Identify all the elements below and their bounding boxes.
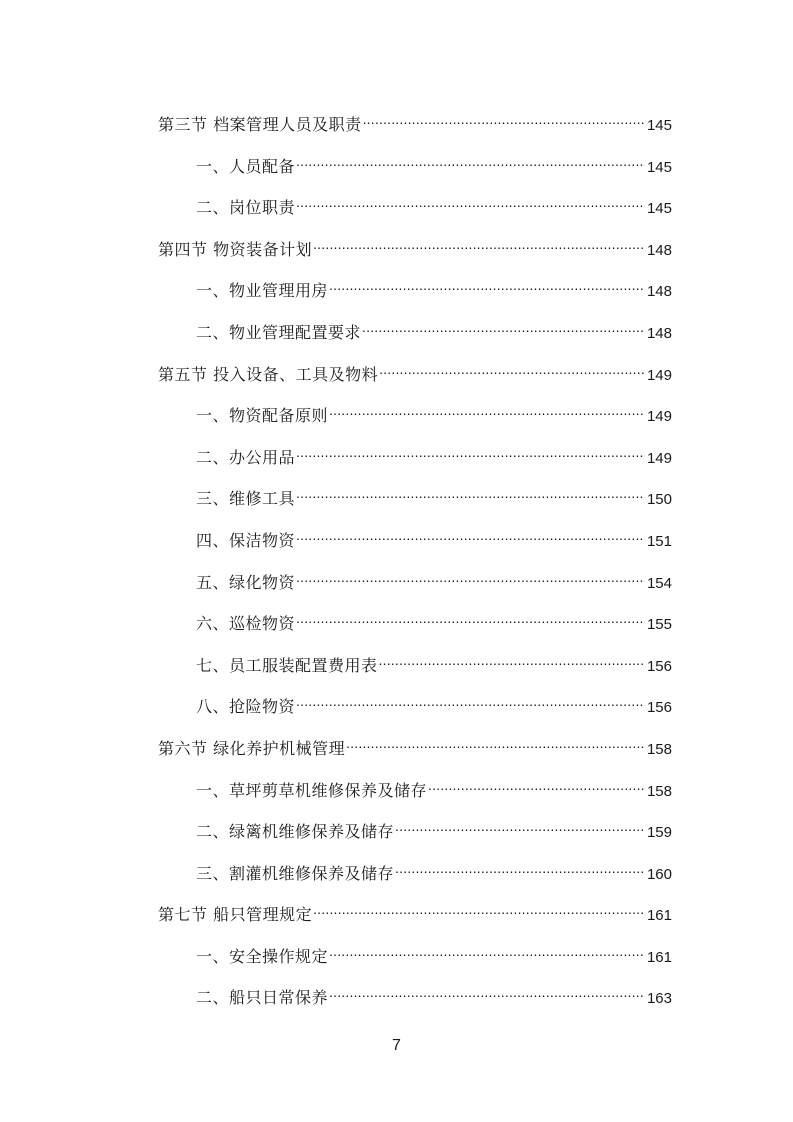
- toc-entry-title: 三、割灌机维修保养及储存: [196, 863, 395, 883]
- toc-entry-page: 158: [646, 782, 672, 800]
- dot-leader: [329, 395, 645, 421]
- dot-leader: [363, 104, 645, 130]
- toc-entry-subsection[interactable]: [158, 645, 672, 687]
- dot-leader: [329, 270, 645, 296]
- toc-entry-section-7[interactable]: [158, 894, 672, 936]
- dot-leader: [296, 686, 645, 712]
- toc-entry-title: 一、安全操作规定: [196, 946, 329, 966]
- toc-entry-title: 第四节 物资装备计划: [158, 239, 313, 259]
- dot-leader: [379, 354, 645, 380]
- toc-entry-title: 第三节 档案管理人员及职责: [158, 115, 362, 134]
- page-number: 7: [392, 1037, 401, 1054]
- toc-entry-subsection[interactable]: [158, 936, 672, 978]
- toc-entry-subsection[interactable]: [158, 520, 672, 562]
- toc-entry-page: 161: [646, 907, 672, 925]
- dot-leader: [362, 312, 645, 338]
- toc-entry-page: 161: [646, 948, 672, 966]
- toc-entry-page: 163: [646, 990, 672, 1008]
- toc-entry-subsection[interactable]: [158, 686, 672, 728]
- toc-entry-subsection[interactable]: [158, 478, 672, 520]
- dot-leader: [296, 520, 645, 546]
- toc-entry-page: 148: [646, 241, 672, 259]
- dot-leader: [395, 811, 645, 837]
- toc-entry-page: 159: [646, 824, 672, 842]
- dot-leader: [395, 853, 645, 879]
- toc-entry-subsection[interactable]: [158, 270, 672, 312]
- toc-entry-page: 145: [646, 158, 672, 176]
- toc-entry-page: 145: [646, 200, 672, 218]
- toc-entry-page: 145: [646, 117, 672, 134]
- toc-entry-title: 八、抢险物资: [196, 697, 296, 717]
- toc-entry-title: 第六节 绿化养护机械管理: [158, 738, 346, 758]
- toc-entry-page: 149: [646, 408, 672, 426]
- toc-entry-subsection[interactable]: [158, 977, 672, 1019]
- toc-entry-title: 二、办公用品: [196, 447, 296, 467]
- toc-entry-section-6[interactable]: [158, 728, 672, 770]
- toc-entry-page: 148: [646, 324, 672, 342]
- toc-entry-section-4[interactable]: [158, 229, 672, 271]
- toc-entry-subsection[interactable]: [158, 395, 672, 437]
- dot-leader: [329, 936, 645, 962]
- toc-entry-title: 一、物资配备原则: [196, 406, 329, 426]
- dot-leader: [296, 478, 645, 504]
- dot-leader: [428, 770, 645, 796]
- toc-entry-subsection[interactable]: [158, 437, 672, 479]
- toc-entry-subsection[interactable]: [158, 312, 672, 354]
- dot-leader: [296, 187, 645, 213]
- toc-entry-title: 四、保洁物资: [196, 530, 296, 550]
- toc-entry-title: 一、物业管理用房: [196, 281, 329, 301]
- toc-entry-page: 148: [646, 283, 672, 301]
- dot-leader: [313, 229, 645, 255]
- toc-entry-page: 155: [646, 616, 672, 634]
- toc-entry-title: 二、岗位职责: [196, 198, 296, 218]
- toc-entry-page: 160: [646, 865, 672, 883]
- toc-entry-page: 151: [646, 532, 672, 550]
- toc-entry-page: 156: [646, 657, 672, 675]
- dot-leader: [296, 562, 645, 588]
- toc-entry-subsection[interactable]: [158, 770, 672, 812]
- toc-entry-title: 一、人员配备: [196, 156, 296, 176]
- toc-entry-title: 第七节 船只管理规定: [158, 905, 313, 925]
- toc-entry-title: 三、维修工具: [196, 489, 296, 509]
- toc-entry-subsection[interactable]: [158, 603, 672, 645]
- dot-leader: [296, 146, 645, 172]
- dot-leader: [379, 645, 645, 671]
- toc-entry-page: 154: [646, 574, 672, 592]
- dot-leader: [313, 894, 645, 920]
- toc-entry-title: 六、巡检物资: [196, 614, 296, 634]
- toc-entry-subsection[interactable]: [158, 853, 672, 895]
- toc-entry-subsection[interactable]: [158, 146, 672, 188]
- toc-entry-section-5[interactable]: [158, 354, 672, 396]
- toc-entry-section-3[interactable]: [158, 104, 672, 146]
- toc-entry-title: 五、绿化物资: [196, 572, 296, 592]
- dot-leader: [346, 728, 645, 754]
- toc-entry-page: 149: [646, 449, 672, 467]
- toc-entry-title: 二、船只日常保养: [196, 988, 329, 1008]
- toc-entry-title: 一、草坪剪草机维修保养及储存: [196, 780, 428, 800]
- toc-entry-title: 七、员工服装配置费用表: [196, 655, 378, 675]
- toc-entry-subsection[interactable]: [158, 187, 672, 229]
- dot-leader: [296, 603, 645, 629]
- toc-entry-subsection[interactable]: [158, 811, 672, 853]
- toc-entry-page: 158: [646, 740, 672, 758]
- dot-leader: [296, 437, 645, 463]
- table-of-contents: [158, 104, 672, 1019]
- toc-entry-page: 156: [646, 699, 672, 717]
- toc-entry-title: 第五节 投入设备、工具及物料: [158, 364, 379, 384]
- toc-entry-title: 二、物业管理配置要求: [196, 322, 362, 342]
- toc-entry-subsection[interactable]: [158, 562, 672, 604]
- toc-entry-page: 149: [646, 366, 672, 384]
- toc-entry-title: 二、绿篱机维修保养及储存: [196, 822, 395, 842]
- dot-leader: [329, 977, 645, 1003]
- toc-entry-page: 150: [646, 491, 672, 509]
